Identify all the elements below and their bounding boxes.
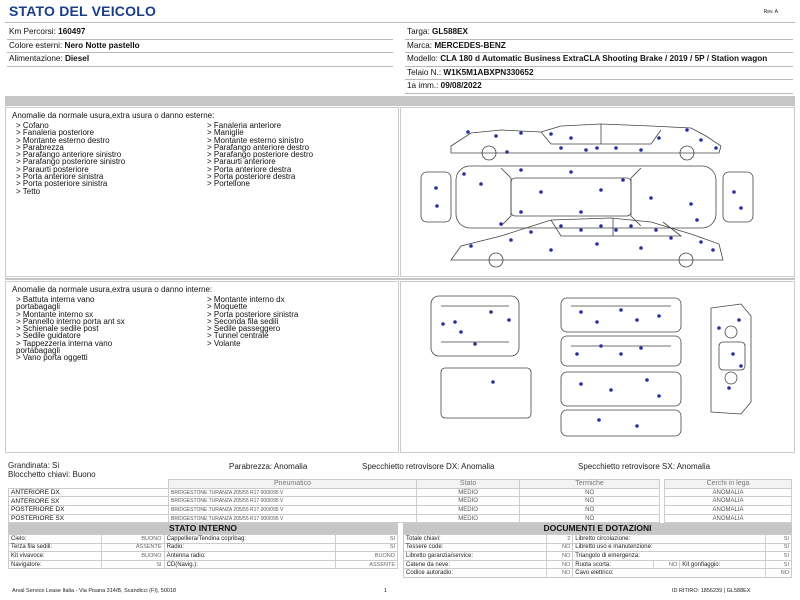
vin-row	[405, 67, 793, 81]
cell-value: SI	[765, 543, 791, 552]
cell-label: Libretto circolazione:	[573, 535, 765, 544]
list-item: > Montante esterno destro	[16, 135, 110, 145]
tyre-condition: MEDIO	[417, 506, 520, 515]
cell-value: BUONO	[335, 552, 397, 561]
list-item: > Tetto	[16, 186, 41, 196]
internal-damage-diagram-panel	[400, 281, 795, 453]
alloy-wheels-table	[664, 479, 792, 523]
key-block-status: Blocchetto chiavi: Buono	[8, 469, 96, 479]
vin-value: W1K5M1ABXPN330652	[443, 67, 534, 77]
interior-state-table	[8, 534, 398, 569]
table-row	[404, 560, 792, 569]
table-header-row	[9, 480, 660, 489]
vehicle-info-left	[7, 26, 393, 67]
cell-label: Cavo elettrico:	[573, 569, 765, 578]
list-item: > Schienale sedile post	[16, 324, 99, 334]
cell-value: ASSENTE	[102, 543, 164, 552]
fuel-row	[7, 53, 393, 67]
list-item: > Paraurti anteriore	[207, 157, 276, 167]
tyre-condition: MEDIO	[417, 497, 520, 506]
title-divider	[5, 22, 795, 23]
tyre-position: POSTERIORE DX	[9, 506, 169, 515]
cell-label: Libretto garanzia/service:	[404, 552, 547, 561]
table-row	[9, 497, 660, 506]
section-band	[5, 278, 795, 280]
footer-page-number: 1	[384, 588, 388, 594]
tyre-position: ANTERIORE DX	[9, 488, 169, 497]
list-item: > Porta posteriore sinistra	[16, 179, 108, 189]
make-label: Marca:	[407, 40, 435, 50]
table-header	[9, 480, 169, 489]
wheel-status: ANOMALIA	[665, 488, 792, 497]
interior-state-title: STATO INTERNO	[8, 523, 398, 534]
cell-value: NO	[546, 552, 572, 561]
list-item: > Tunnel centrale	[207, 331, 269, 341]
plate-row	[405, 26, 793, 40]
cell-label: Kit vivavoce:	[9, 552, 102, 561]
cell-label: Navigatore:	[9, 560, 102, 569]
list-item: > Porta posteriore destra	[207, 172, 296, 182]
table-row	[9, 535, 398, 544]
wheel-status: ANOMALIA	[665, 497, 792, 506]
list-item: portabagagli	[16, 302, 61, 312]
cell-label: Antenna radio:	[164, 552, 335, 561]
list-item: > Fanaleria posteriore	[16, 128, 95, 138]
cell-value: NO	[653, 560, 679, 569]
vehicle-info-right	[405, 26, 793, 94]
table-row	[404, 569, 792, 578]
cell-value: SI	[335, 535, 397, 544]
model-value: CLA 180 d Automatic Business ExtraCLA Shooting Brake / 2019 / 5P / Station wagon	[440, 54, 768, 64]
list-item: > Paraurti posteriore	[16, 164, 89, 174]
cell-value: BUONO	[102, 535, 164, 544]
mirror-dx-status: Specchietto retrovisore DX: Anomalia	[362, 462, 495, 471]
cell-value: NO	[765, 569, 791, 578]
list-item: portabagagli	[16, 346, 61, 356]
km-value: 160497	[58, 27, 86, 36]
table-header: Termiche	[520, 480, 660, 489]
km-row	[7, 26, 393, 40]
list-item: > Sedile guidatore	[16, 331, 81, 341]
cell-value: SI	[765, 535, 791, 544]
cell-label: Radio:	[164, 543, 335, 552]
plate-value: GL588EX	[432, 27, 468, 36]
external-list-col1	[16, 122, 207, 195]
cell-label: Cielo:	[9, 535, 102, 544]
cell-label: CD(Navig.):	[164, 560, 335, 569]
internal-anomalies-title: Anomalie da normale usura,extra usura o danno interne:	[12, 285, 213, 294]
table-row	[9, 514, 660, 523]
table-row	[665, 497, 792, 506]
tyre-model: BRIDGESTONE TURANZA 205/55 R17 000/095 V	[169, 514, 417, 523]
wheel-status: ANOMALIA	[665, 514, 792, 523]
colour-value: Nero Notte pastello	[64, 40, 140, 50]
cell-value: BUONO	[102, 552, 164, 561]
colour-label: Colore esterni:	[9, 40, 65, 50]
table-row	[665, 506, 792, 515]
cell-label: Cappelliera/Tendina copribag:	[164, 535, 335, 544]
external-damage-diagram-panel	[400, 107, 795, 277]
cell-label: Codice autoradio:	[404, 569, 547, 578]
vin-label: Telaio N.:	[407, 67, 444, 77]
list-item: > Parafango anteriore destro	[207, 142, 310, 152]
hail-status: Grandinata: Si	[8, 461, 60, 470]
external-list-col2	[207, 122, 398, 195]
list-item: > Parafango posteriore sinistro	[16, 157, 126, 167]
cell-label: Libretto uso e manutenzione:	[573, 543, 765, 552]
cell-value: SI	[335, 543, 397, 552]
list-item: > Cofano	[16, 121, 49, 130]
model-row	[405, 53, 793, 67]
table-header: Cerchi in lega	[665, 480, 792, 489]
table-row	[9, 552, 398, 561]
list-item: > Pannello interno porta ant sx	[16, 316, 125, 326]
table-row	[665, 514, 792, 523]
tyre-condition: MEDIO	[417, 514, 520, 523]
list-item: > Portellone	[207, 179, 250, 189]
cell-value: NO	[546, 560, 572, 569]
table-header: Pneumatico	[169, 480, 417, 489]
plate-label: Targa:	[407, 27, 433, 36]
tyres-table	[8, 479, 660, 523]
list-item: > Sedile passeggero	[207, 324, 281, 334]
km-label: Km Percorsi:	[9, 27, 59, 36]
windshield-status: Parabrezza: Anomalia	[229, 462, 308, 471]
cell-value: SI	[102, 560, 164, 569]
list-item: > Fanaleria anteriore	[207, 121, 282, 130]
list-item: > Parafango anteriore sinistro	[16, 150, 122, 160]
section-band	[5, 96, 795, 106]
cell-value: ASSENTE	[335, 560, 397, 569]
list-item: > Parafango posteriore destro	[207, 150, 314, 160]
table-row	[404, 543, 792, 552]
table-row	[404, 552, 792, 561]
footer-id: ID RITIRO: 1856239 | GL588EX	[672, 588, 751, 594]
table-header: Stato	[417, 480, 520, 489]
documents-title: DOCUMENTI E DOTAZIONI	[403, 523, 792, 534]
list-item: > Tappezzeria interna vano	[16, 338, 113, 348]
tyre-winter: NO	[520, 497, 660, 506]
registration-value: 09/08/2022	[440, 81, 482, 91]
cell-value: NO	[546, 569, 572, 578]
footer-company: Arval Service Lease Italia - Via Pisana 314/B, Scandicci (FI), 50018	[12, 588, 177, 594]
registration-row	[405, 80, 793, 94]
internal-list-col1	[16, 296, 207, 362]
tyre-model: BRIDGESTONE TURANZA 205/55 R17 000/095 V	[169, 497, 417, 506]
mirror-sx-status: Specchietto retrovisore SX: Anomalia	[578, 462, 711, 471]
list-item: > Montante interno dx	[207, 295, 285, 304]
revision-label: Rev. A	[763, 9, 778, 15]
cell-value: NO	[546, 543, 572, 552]
cell-label: Tessere code:	[404, 543, 547, 552]
list-item: > Montante esterno sinistro	[207, 135, 304, 145]
tyre-winter: NO	[520, 488, 660, 497]
external-anomalies-panel	[5, 107, 399, 277]
cell-value: SI	[765, 560, 791, 569]
list-item: > Volante	[207, 338, 241, 348]
list-item: > Porta anteriore destra	[207, 164, 292, 174]
tyre-model: BRIDGESTONE TURANZA 205/55 R17 000/095 V	[169, 506, 417, 515]
tyre-winter: NO	[520, 514, 660, 523]
damage-markers	[434, 128, 743, 252]
cell-label: Totale chiavi:	[404, 535, 547, 544]
table-row	[9, 560, 398, 569]
list-item: > Moquette	[207, 302, 248, 312]
cell-value: 2	[546, 535, 572, 544]
tyre-position: ANTERIORE SX	[9, 497, 169, 506]
cell-value: SI	[765, 552, 791, 561]
documents-table	[403, 534, 792, 578]
table-row	[9, 506, 660, 515]
list-item: > Parabrezza	[16, 142, 64, 152]
list-item: > Battuta interna vano	[16, 295, 95, 304]
list-item: > Seconda fila sedili	[207, 316, 279, 326]
table-row	[9, 543, 398, 552]
colour-row	[7, 40, 393, 54]
page-title: STATO DEL VEICOLO	[9, 3, 157, 19]
tyre-winter: NO	[520, 506, 660, 515]
cell-label: Kit gonfiaggio:	[680, 560, 765, 569]
tyre-condition: MEDIO	[417, 488, 520, 497]
condition-summary	[8, 462, 96, 479]
cell-label: Ruota scorta:	[573, 560, 654, 569]
internal-anomalies-panel	[5, 281, 399, 453]
make-row	[405, 40, 793, 54]
registration-label: 1a imm.:	[407, 81, 441, 91]
tyre-model: BRIDGESTONE TURANZA 205/55 R17 000/095 V	[169, 488, 417, 497]
cell-label: Triangolo di emergenza:	[573, 552, 765, 561]
table-row	[404, 535, 792, 544]
list-item: > Vano porta oggetti	[16, 353, 88, 363]
internal-list-col2	[207, 296, 398, 362]
cell-label: Catene da neve:	[404, 560, 547, 569]
external-anomalies-title: Anomalie da normale usura,extra usura o danno esterne:	[12, 111, 215, 120]
list-item: > Porta anteriore sinistra	[16, 172, 104, 182]
table-row	[9, 488, 660, 497]
fuel-value: Diesel	[64, 54, 90, 64]
car-exterior-diagram	[401, 108, 794, 276]
list-item: > Porta posteriore sinistra	[207, 309, 299, 319]
wheel-status: ANOMALIA	[665, 506, 792, 515]
list-item: > Maniglie	[207, 128, 244, 138]
tyre-position: POSTERIORE SX	[9, 514, 169, 523]
fuel-label: Alimentazione:	[9, 54, 65, 64]
model-label: Modello:	[407, 54, 441, 64]
table-row	[665, 488, 792, 497]
list-item: > Montante interno sx	[16, 309, 94, 319]
cell-label: Terza fila sedili:	[9, 543, 102, 552]
make-value: MERCEDES-BENZ	[434, 40, 506, 50]
car-interior-diagram	[401, 282, 794, 452]
